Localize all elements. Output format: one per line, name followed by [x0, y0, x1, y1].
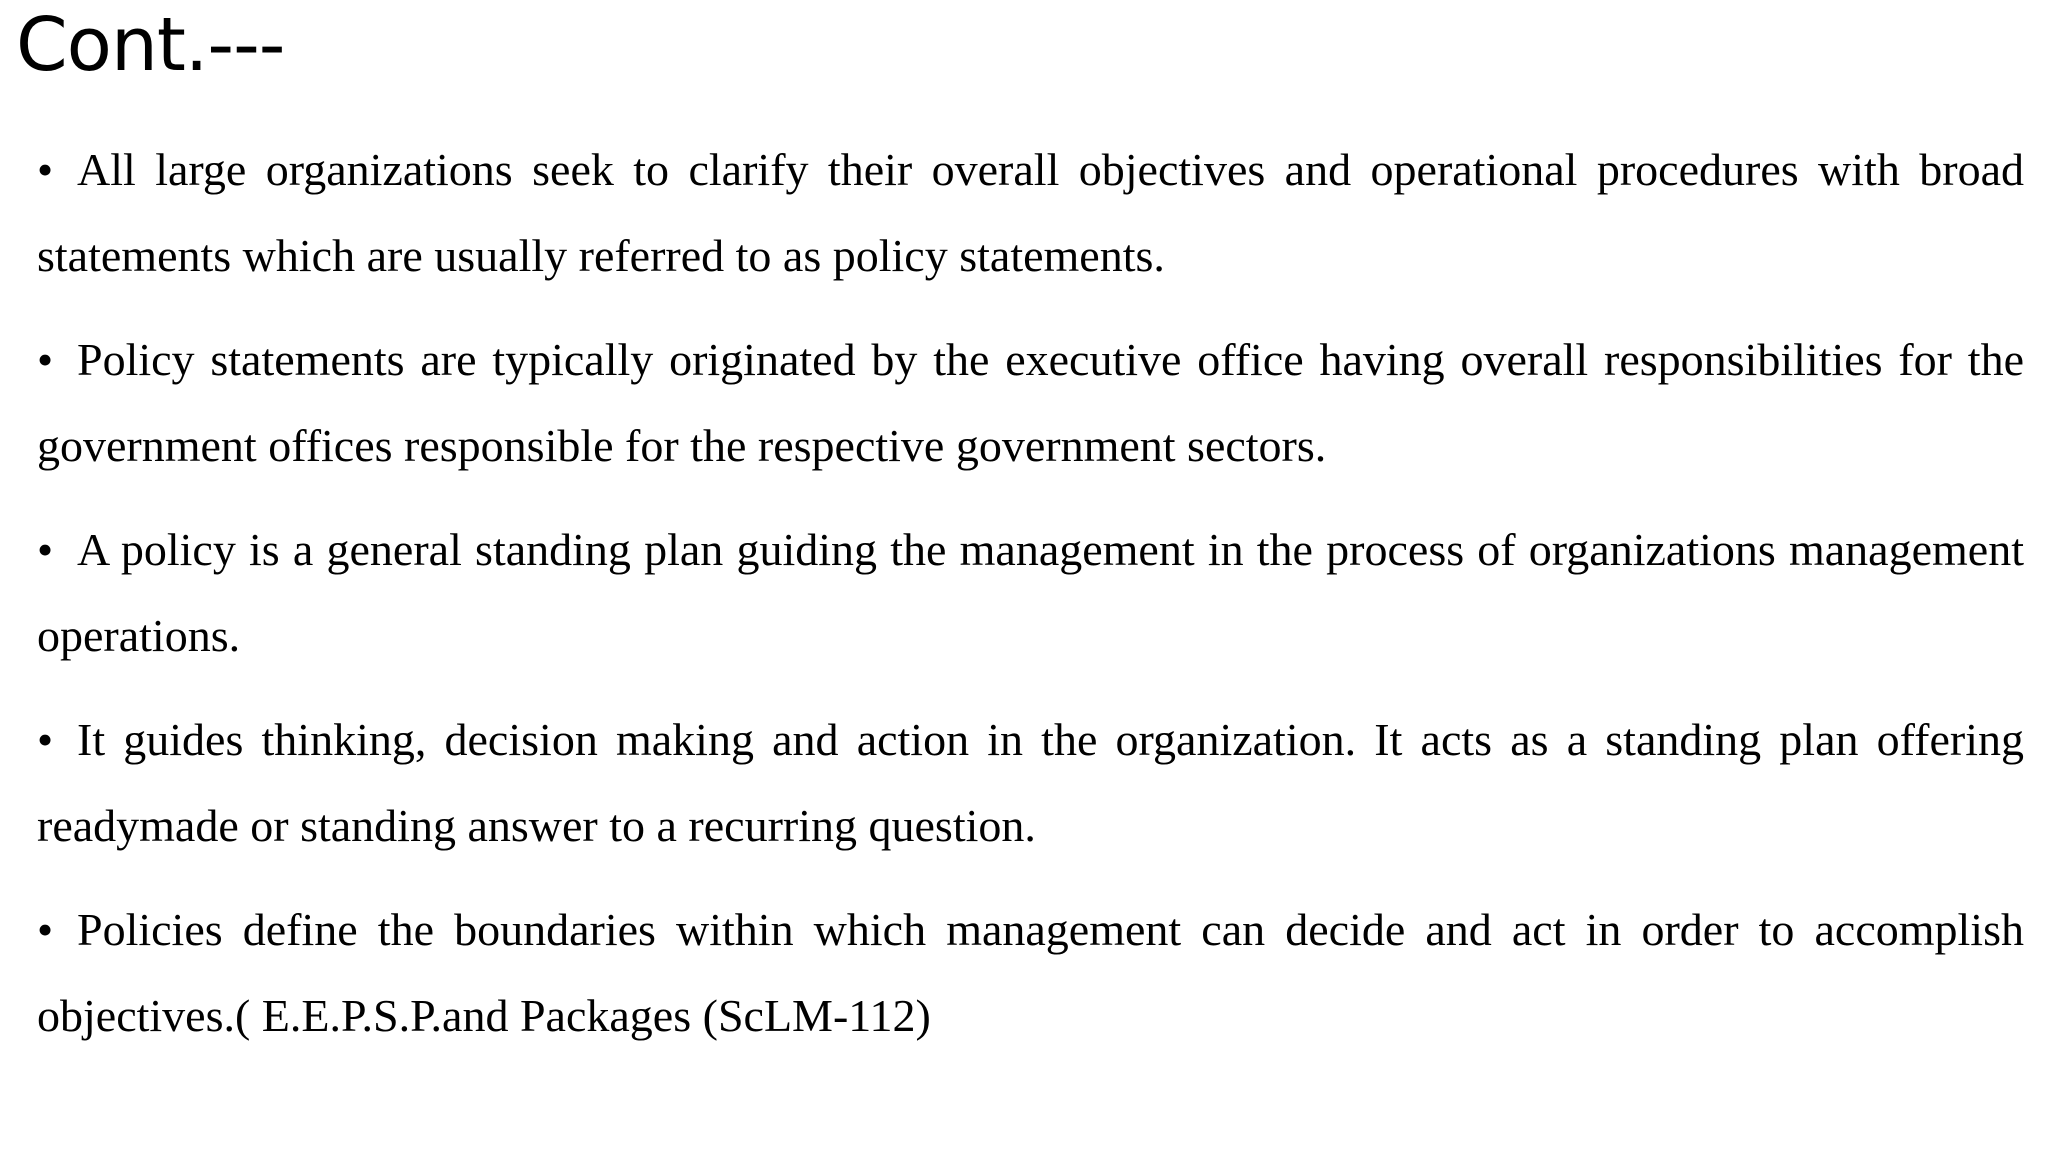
bullet-item-1 [37, 127, 2024, 299]
bullet-list [37, 127, 2024, 1059]
bullet-text: All large organizations seek to clarify their overall objectives and operational procedures with broad statements which are usually referred to as policy statements. [37, 144, 2024, 281]
bullet-item-4 [37, 697, 2024, 869]
bullet-item-3 [37, 507, 2024, 679]
bullet-item-5 [37, 887, 2024, 1059]
bullet-text: It guides thinking, decision making and action in the organization. It acts as a standing plan offering readymade or standing answer to a recurring question. [37, 714, 2024, 851]
bullet-dot-icon: • [37, 144, 54, 195]
bullet-text: Policies define the boundaries within which management can decide and act in order to accomplish objectives.( E.E.P.S.P.and Packages (ScLM-112) [37, 904, 2024, 1041]
bullet-item-2 [37, 317, 2024, 489]
bullet-dot-icon: • [37, 524, 54, 575]
slide-title: Cont.--- [16, 2, 285, 88]
bullet-text: Policy statements are typically originated by the executive office having overall responsibilities for the government offices responsible for the respective government sectors. [37, 334, 2024, 471]
bullet-dot-icon: • [37, 334, 54, 385]
bullet-text: A policy is a general standing plan guiding the management in the process of organizations management operations. [37, 524, 2024, 661]
bullet-dot-icon: • [37, 714, 54, 765]
bullet-dot-icon: • [37, 904, 54, 955]
